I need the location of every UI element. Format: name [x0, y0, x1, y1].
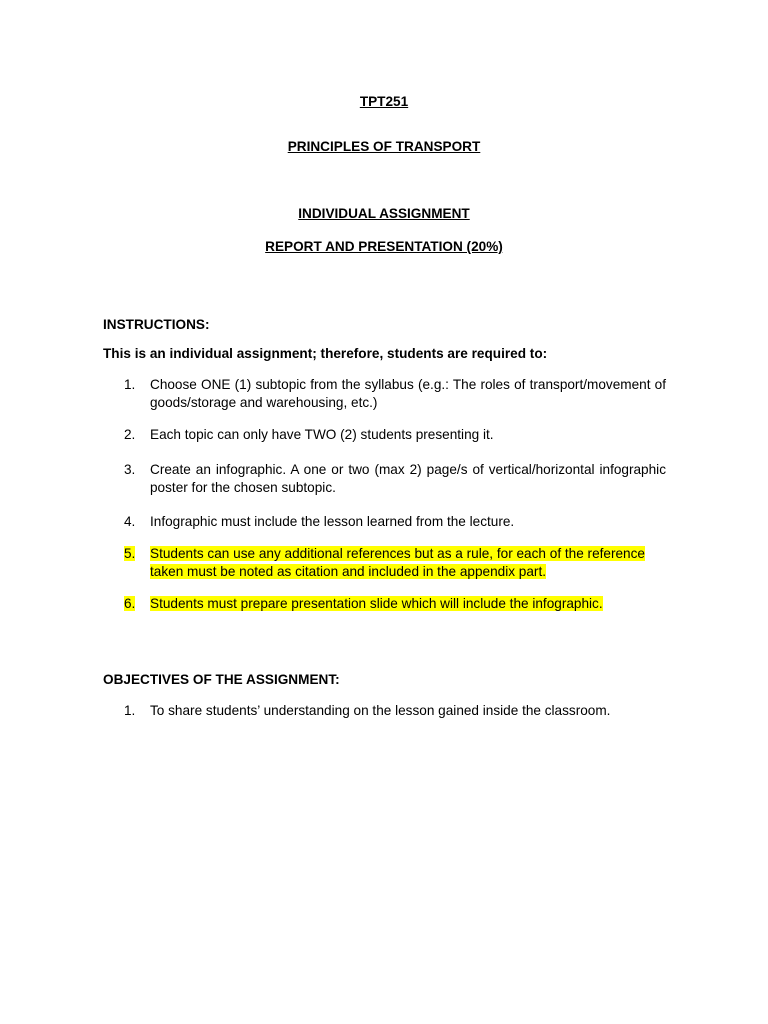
assignment-subtitle: REPORT AND PRESENTATION (20%)	[265, 239, 503, 254]
instruction-item-number: 2.	[124, 427, 136, 442]
instruction-item-number: 1.	[124, 377, 136, 392]
course-title: PRINCIPLES OF TRANSPORT	[287, 139, 481, 154]
instruction-item-text: Students can use any additional references but as a rule, for each of the reference taken must be noted as citation and included in the appendix part.	[150, 546, 645, 579]
instruction-item-text: Students must prepare presentation slide which will include the infographic.	[150, 596, 603, 611]
instruction-item-6-highlighted	[124, 595, 666, 613]
instruction-item-text: Choose ONE (1) subtopic from the syllabus (e.g.: The roles of transport/movement of goods/storage and warehousing, etc.)	[150, 377, 666, 410]
objective-item-number: 1.	[124, 703, 136, 718]
objectives-heading: OBJECTIVES OF THE ASSIGNMENT:	[103, 672, 340, 687]
instruction-item-2	[124, 426, 666, 444]
instructions-heading: INSTRUCTIONS:	[103, 317, 210, 332]
instruction-item-3	[124, 461, 666, 497]
assignment-type: INDIVIDUAL ASSIGNMENT	[298, 206, 470, 221]
objective-item-text: To share students’ understanding on the lesson gained inside the classroom.	[150, 703, 611, 718]
instruction-item-text: Create an infographic. A one or two (max 2) page/s of vertical/horizontal infographic poster for the chosen subtopic.	[150, 462, 666, 495]
objective-item-1	[124, 702, 666, 720]
course-code: TPT251	[359, 94, 409, 109]
instruction-item-text: Each topic can only have TWO (2) students presenting it.	[150, 427, 494, 442]
instruction-item-number: 6.	[124, 596, 136, 611]
instruction-item-5-highlighted	[124, 545, 666, 581]
instruction-item-number: 5.	[124, 546, 136, 561]
instruction-item-1	[124, 376, 666, 412]
instruction-item-4	[124, 513, 666, 531]
instructions-intro: This is an individual assignment; therefore, students are required to:	[103, 346, 548, 361]
instruction-item-text: Infographic must include the lesson learned from the lecture.	[150, 514, 515, 529]
instruction-item-number: 3.	[124, 462, 136, 477]
instruction-item-number: 4.	[124, 514, 136, 529]
